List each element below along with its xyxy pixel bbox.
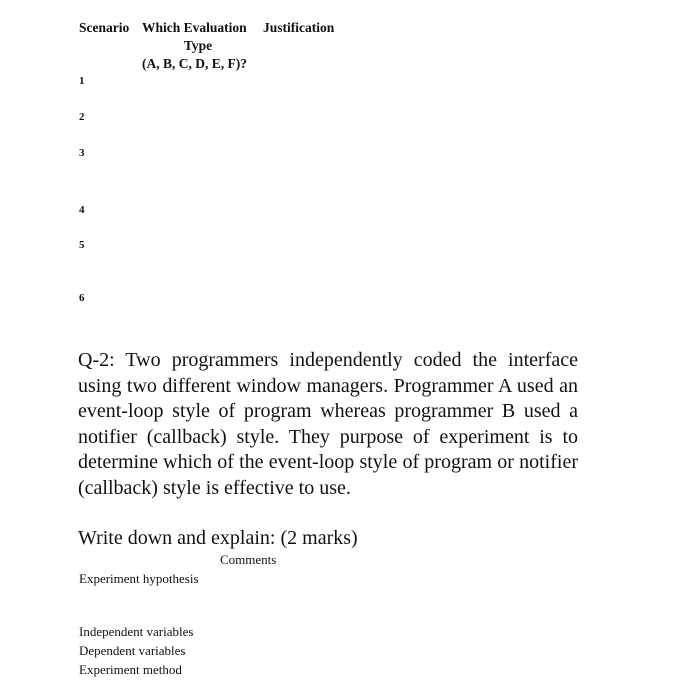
header-evaluation-options: (A, B, C, D, E, F)? xyxy=(142,56,247,71)
scenario-number-3: 3 xyxy=(79,147,85,159)
experiment-method-label: Experiment method xyxy=(79,662,182,677)
independent-variables-label: Independent variables xyxy=(79,624,194,639)
scenario-number-1: 1 xyxy=(79,75,85,87)
header-evaluation-type-line2: Type xyxy=(183,38,213,53)
scenario-number-4: 4 xyxy=(79,204,85,216)
header-scenario: Scenario xyxy=(79,20,130,35)
dependent-variables-label: Dependent variables xyxy=(79,643,186,658)
comments-label: Comments xyxy=(220,552,277,567)
question-paragraph xyxy=(78,348,578,501)
header-evaluation-type: Which Evaluation xyxy=(142,20,247,35)
question-instruction: Write down and explain: (2 marks) xyxy=(78,527,358,549)
header-justification: Justification xyxy=(263,20,335,35)
experiment-hypothesis-label: Experiment hypothesis xyxy=(79,571,199,586)
scenario-number-2: 2 xyxy=(79,111,85,123)
scenario-number-5: 5 xyxy=(79,239,85,251)
question-text: Q-2: Two programmers independently coded the interface using two different window managers. Programmer A used an event-loop style of program whereas programmer B used a notifier (callback) style. They purpose of experiment is to determine which of the event-loop style of program or notifier (callback) style is effective to use. xyxy=(78,349,578,499)
scenario-number-6: 6 xyxy=(79,292,85,304)
